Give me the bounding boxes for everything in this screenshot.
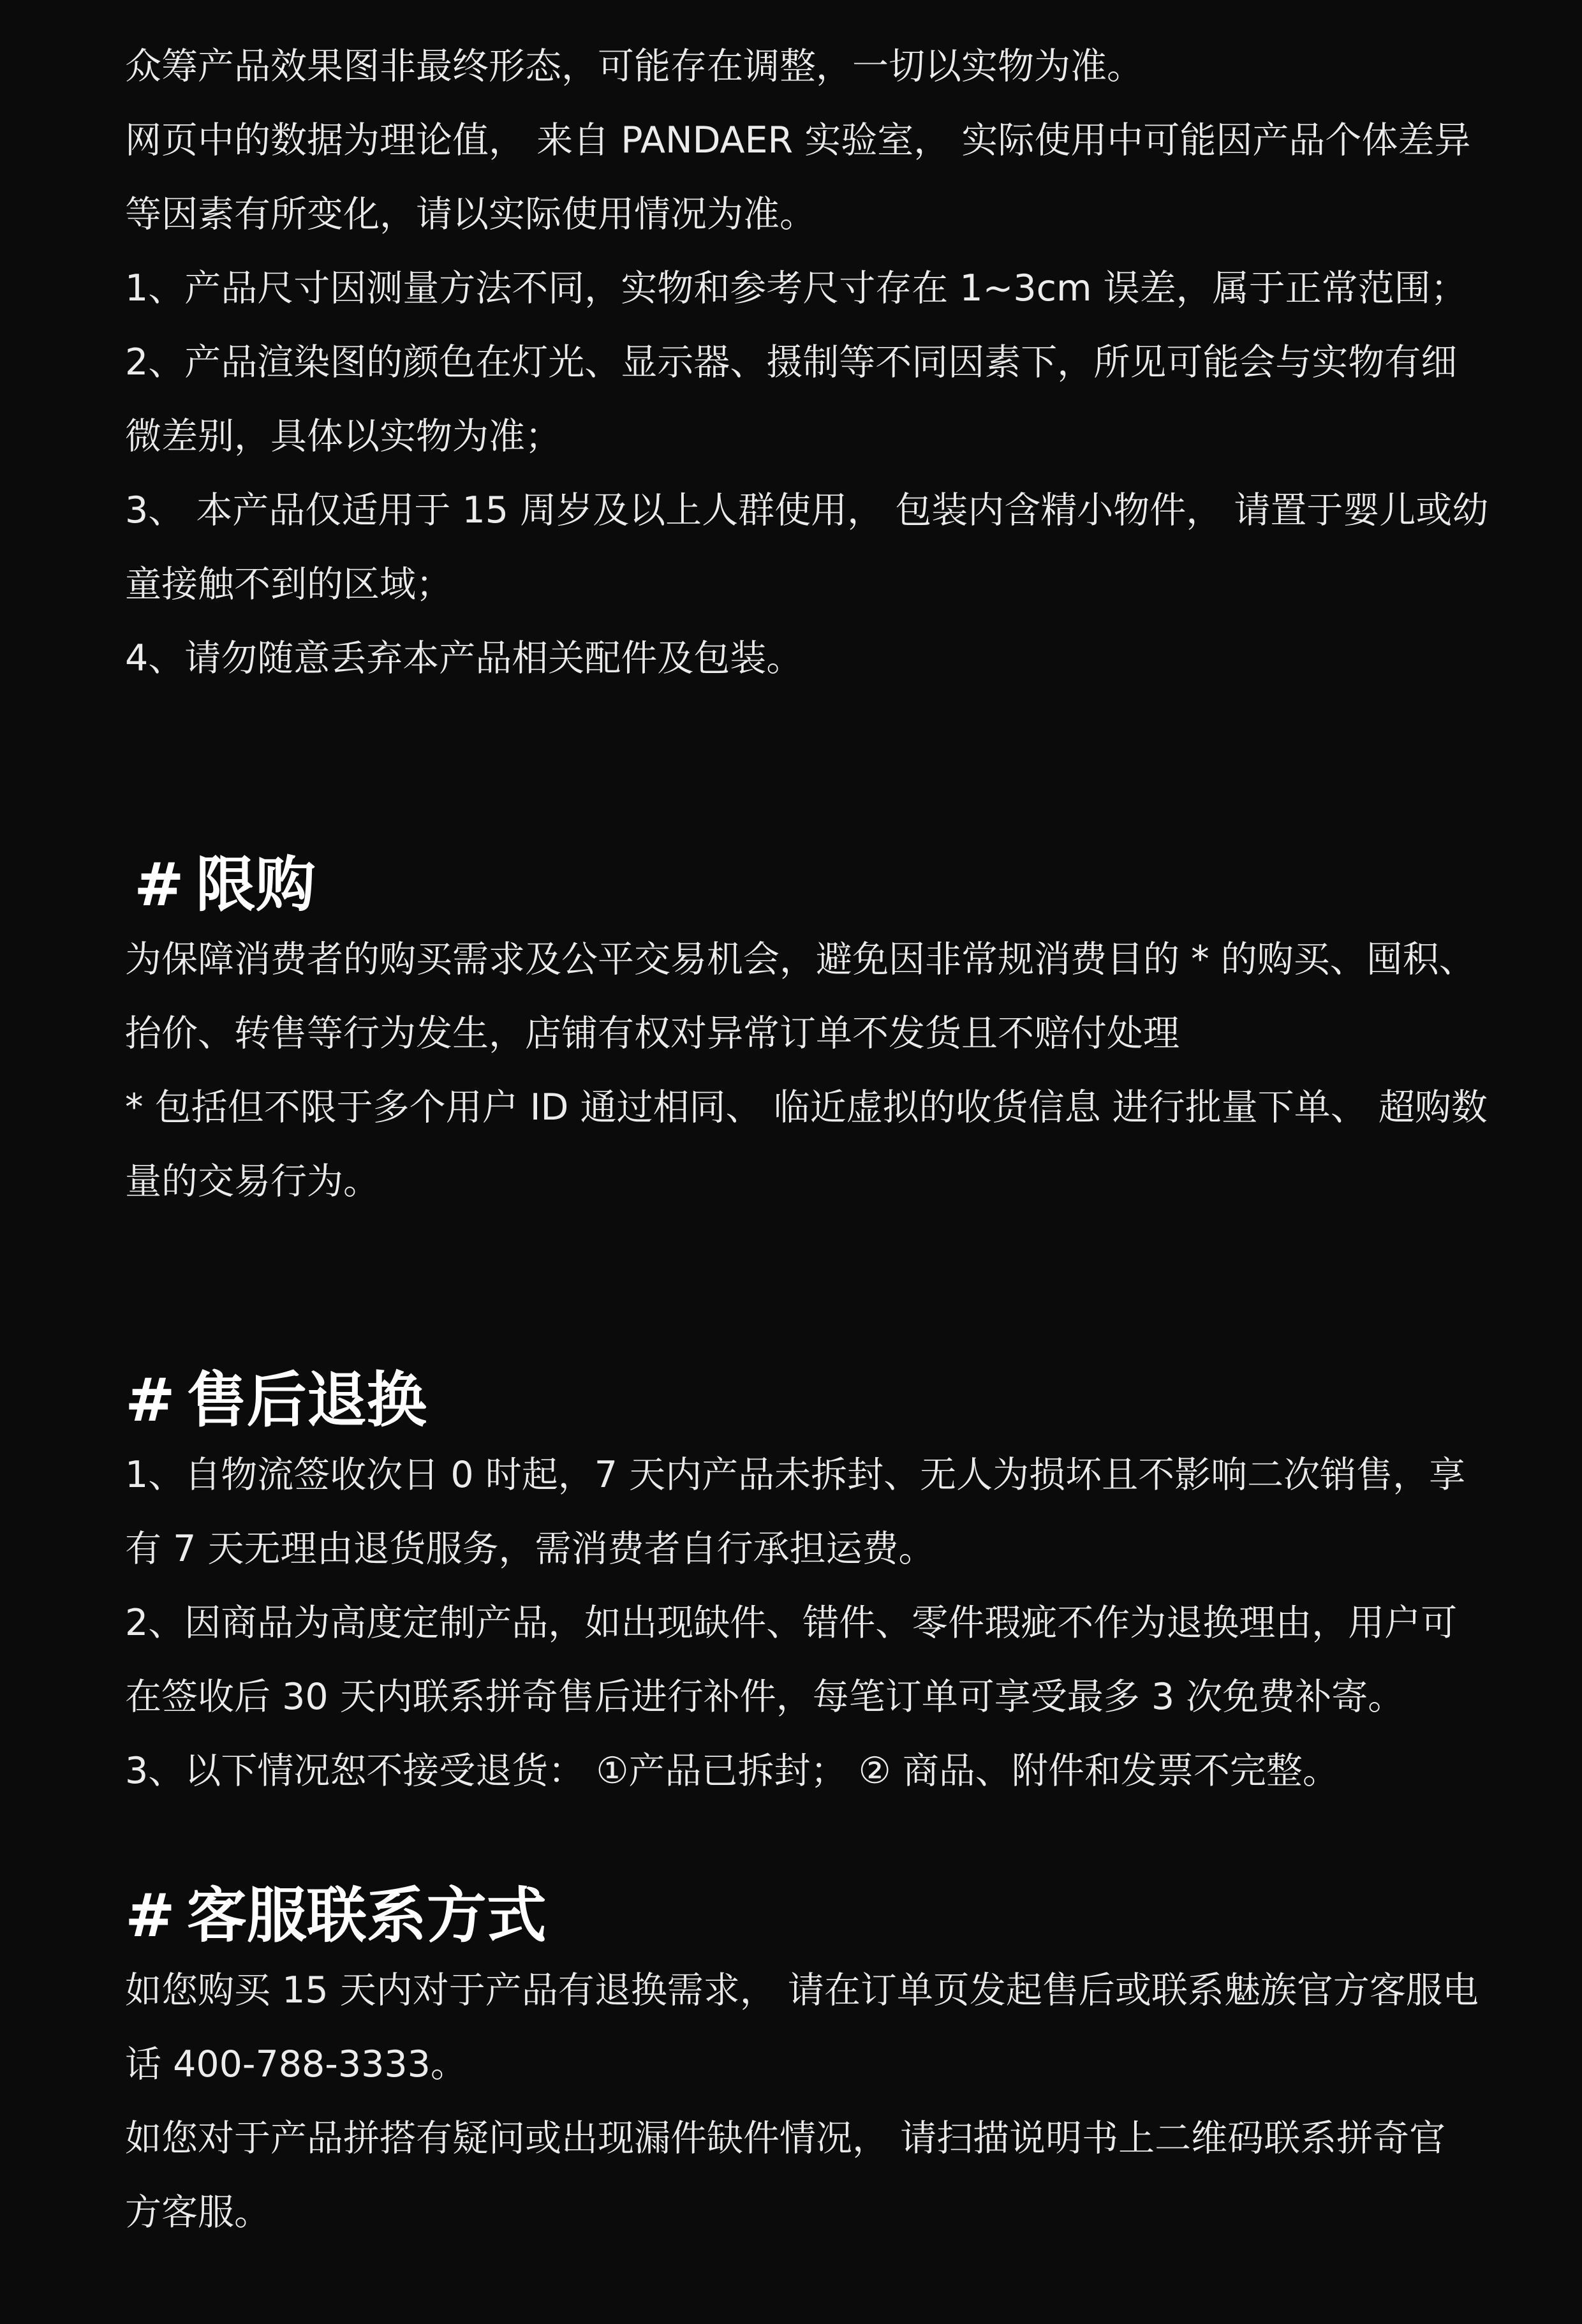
purchase-limit-section <box>125 848 1488 1218</box>
intro-disclaimer <box>125 29 1489 695</box>
intro-line: 2、产品渲染图的颜色在灯光、显示器、摄制等不同因素下，所见可能会与实物有细 <box>125 341 1458 383</box>
section-title: 客服联系方式 <box>186 1881 547 1951</box>
after-sales-section <box>125 1364 1466 1808</box>
intro-line: 1、产品尺寸因测量方法不同，实物和参考尺寸存在 1~3cm 误差，属于正常范围； <box>125 267 1467 309</box>
hash-symbol: # <box>134 850 184 920</box>
section-line: 话 400-788-3333。 <box>125 2043 467 2085</box>
section-heading <box>125 848 1458 922</box>
hash-symbol: # <box>125 1881 175 1951</box>
section-heading <box>125 1879 1458 1953</box>
intro-line: 等因素有所变化，请以实际使用情况为准。 <box>125 193 816 235</box>
intro-line: 童接触不到的区域； <box>125 563 452 605</box>
intro-line: 4、请勿随意丢弃本产品相关配件及包装。 <box>125 637 803 679</box>
product-notice-page <box>125 0 1489 2249</box>
intro-line: 网页中的数据为理论值， 来自 PANDAER 实验室， 实际使用中可能因产品个体差异 <box>125 119 1471 161</box>
section-title: 限购 <box>195 850 316 920</box>
section-line: 3、以下情况恕不接受退货： ①产品已拆封； ② 商品、附件和发票不完整。 <box>125 1750 1339 1792</box>
section-line: 方客服。 <box>125 2191 270 2233</box>
section-heading <box>125 1364 1458 1438</box>
section-line: 有 7 天无理由退货服务，需消费者自行承担运费。 <box>125 1528 935 1570</box>
section-line: * 包括但不限于多个用户 ID 通过相同、 临近虚拟的收货信息 进行批量下单、 超购数 <box>125 1086 1488 1129</box>
section-line: 为保障消费者的购买需求及公平交易机会，避免因非常规消费目的 * 的购买、囤积、 <box>125 938 1475 981</box>
intro-line: 微差别，具体以实物为准； <box>125 415 561 457</box>
section-title: 售后退换 <box>186 1366 427 1435</box>
section-line: 1、自物流签收次日 0 时起，7 天内产品未拆封、无人为损坏且不影响二次销售，享 <box>125 1454 1466 1496</box>
intro-line: 3、 本产品仅适用于 15 周岁及以上人群使用， 包装内含精小物件， 请置于婴儿或幼 <box>125 489 1489 531</box>
section-line: 抬价、转售等行为发生，店铺有权对异常订单不发货且不赔付处理 <box>125 1012 1179 1055</box>
section-line: 2、因商品为高度定制产品，如出现缺件、错件、零件瑕疵不作为退换理由，用户可 <box>125 1602 1458 1644</box>
customer-service-section <box>125 1879 1479 2249</box>
section-line: 如您购买 15 天内对于产品有退换需求， 请在订单页发起售后或联系魅族官方客服电 <box>125 1969 1479 2011</box>
section-line: 量的交易行为。 <box>125 1160 380 1203</box>
section-line: 如您对于产品拼搭有疑问或出现漏件缺件情况， 请扫描说明书上二维码联系拼奇官 <box>125 2117 1446 2159</box>
section-line: 在签收后 30 天内联系拼奇售后进行补件，每笔订单可享受最多 3 次免费补寄。 <box>125 1676 1405 1718</box>
intro-line: 众筹产品效果图非最终形态，可能存在调整，一切以实物为准。 <box>125 45 1143 87</box>
hash-symbol: # <box>125 1366 175 1435</box>
